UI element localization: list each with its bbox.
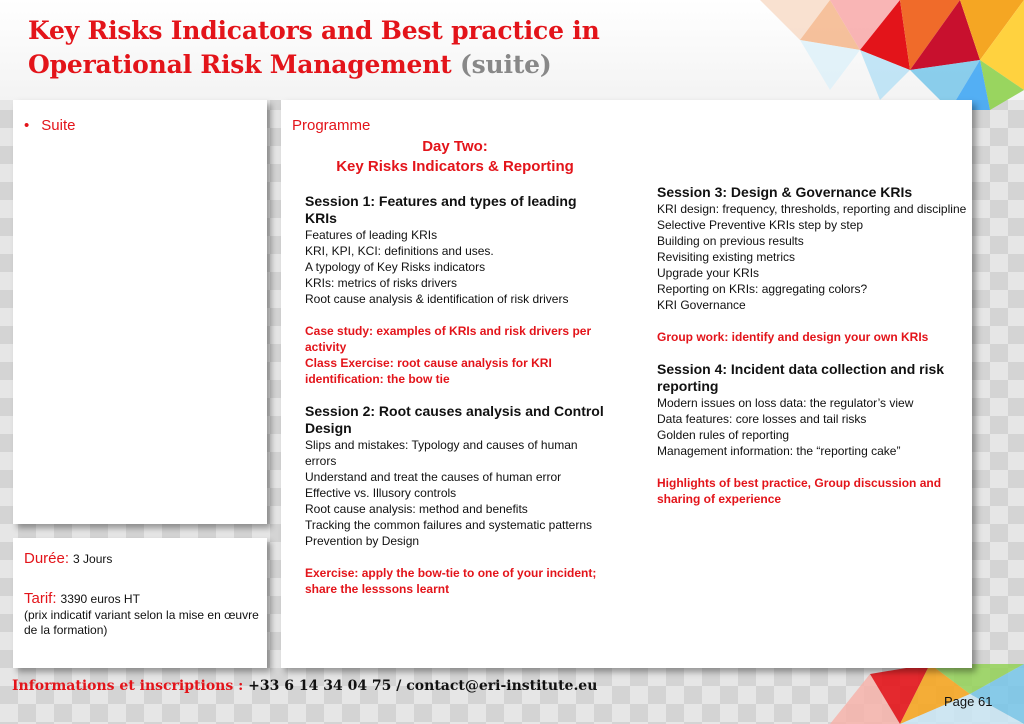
day-title-line-1: Day Two: (422, 138, 488, 155)
page-number: Page 61 (944, 694, 993, 709)
session-4-item: Management information: the “reporting cake” (657, 444, 901, 458)
duree-value: 3 Jours (73, 552, 113, 566)
suite-bullet-text: Suite (41, 117, 76, 134)
footer-contact (12, 678, 597, 694)
title-line-2 (28, 48, 600, 82)
decorative-polygons-bottom (820, 664, 1024, 724)
session-4-item: Data features: core losses and tail risks (657, 412, 867, 426)
page-title (28, 14, 600, 82)
tarif-value: 3390 euros HT (60, 592, 140, 606)
bullet-dot: • (24, 117, 30, 134)
duree (24, 550, 112, 567)
session-2-item: Tracking the common failures and systematic patterns (305, 518, 593, 532)
session-1-case-study: Case study: examples of KRIs and risk drivers per activity (305, 324, 592, 354)
tarif-note: (prix indicatif variant selon la mise en œuvre de la formation) (24, 608, 259, 637)
session-2-item: Prevention by Design (305, 534, 420, 548)
session-3-item: Building on previous results (657, 234, 804, 248)
duree-label: Durée: (24, 550, 70, 567)
programme-column-left (305, 193, 605, 597)
tarif-label: Tarif: (24, 590, 57, 607)
title-line-2-main: Operational Risk Management (28, 50, 452, 79)
session-1-item: KRIs: metrics of risks drivers (305, 276, 458, 290)
session-4-highlights: Highlights of best practice, Group discussion and sharing of experience (657, 476, 942, 506)
session-1-item: Features of leading KRIs (305, 228, 438, 242)
session-1-title: Session 1: Features and types of leading KRIs (305, 193, 577, 226)
session-4-item: Modern issues on loss data: the regulator’s view (657, 396, 914, 410)
session-3-item: Upgrade your KRIs (657, 266, 760, 280)
session-3-item: Reporting on KRIs: aggregating colors? (657, 282, 868, 296)
session-4-item: Golden rules of reporting (657, 428, 790, 442)
session-2-exercise: Exercise: apply the bow-tie to one of your incident; share the lesssons learnt (305, 566, 597, 596)
suite-bullet (24, 117, 75, 134)
day-title (300, 137, 610, 177)
session-4-title: Session 4: Incident data collection and risk reporting (657, 361, 945, 394)
decorative-polygons-top (740, 0, 1024, 110)
session-2-title: Session 2: Root causes analysis and Control Design (305, 403, 604, 436)
session-1-item: A typology of Key Risks indicators (305, 260, 486, 274)
session-3-group-work: Group work: identify and design your own KRIs (657, 330, 929, 344)
title-line-1: Key Risks Indicators and Best practice in (28, 16, 600, 45)
programme-column-right (657, 184, 967, 507)
tarif (24, 590, 140, 607)
session-1-item: Root cause analysis & identification of risk drivers (305, 292, 569, 306)
session-3-item: KRI design: frequency, thresholds, reporting and discipline (657, 202, 967, 216)
left-top-panel (13, 100, 267, 524)
title-suffix: (suite) (460, 50, 552, 79)
session-2-item: Root cause analysis: method and benefits (305, 502, 528, 516)
session-2-item: Understand and treat the causes of human error (305, 470, 562, 484)
footer-contact-details[interactable]: +33 6 14 34 04 75 / contact@eri-institute.eu (248, 678, 598, 694)
programme-label: Programme (292, 117, 371, 134)
session-1-exercise: Class Exercise: root cause analysis for KRI identification: the bow tie (305, 356, 552, 386)
session-2-item: Effective vs. Illusory controls (305, 486, 457, 500)
day-title-line-2: Key Risks Indicators & Reporting (336, 158, 574, 175)
footer-label: Informations et inscriptions : (12, 678, 244, 694)
session-3-title: Session 3: Design & Governance KRIs (657, 184, 913, 200)
session-1-item: KRI, KPI, KCI: definitions and uses. (305, 244, 494, 258)
session-3-item: KRI Governance (657, 298, 746, 312)
session-3-item: Selective Preventive KRIs step by step (657, 218, 864, 232)
session-2-item: Slips and mistakes: Typology and causes of human errors (305, 438, 578, 468)
session-3-item: Revisiting existing metrics (657, 250, 796, 264)
